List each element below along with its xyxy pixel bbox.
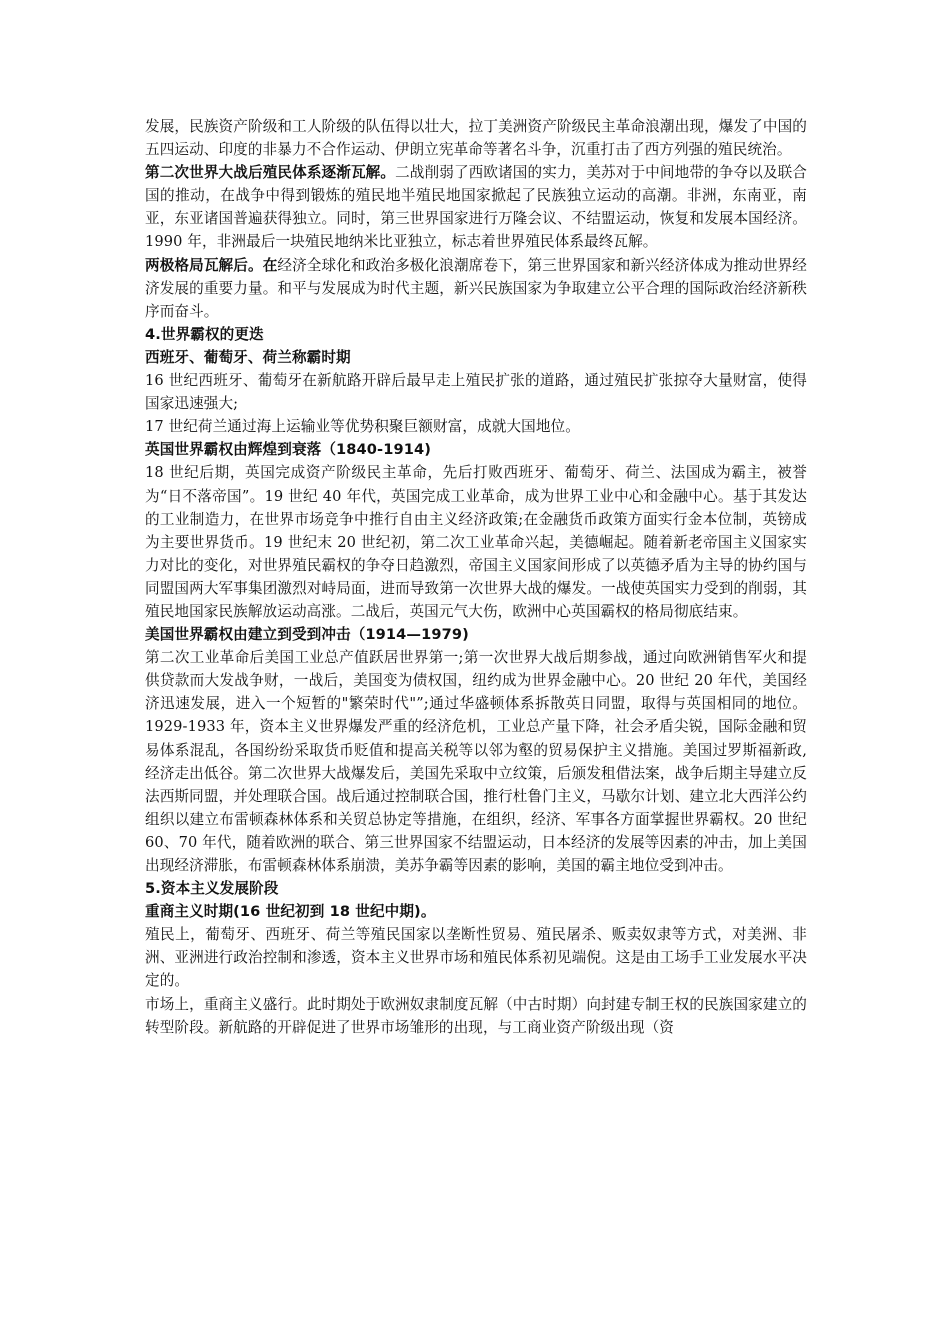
section-heading: 4.世界霸权的更迭 bbox=[145, 325, 264, 343]
document-body bbox=[145, 115, 807, 1039]
paragraph-text: 殖民上，葡萄牙、西班牙、荷兰等殖民国家以垄断性贸易、殖民屠杀、贩卖奴隶等方式，对美洲、非洲、亚洲进行政治控制和渗透，资本主义世界市场和殖民体系初见端倪。这是由工场手工业发展水平决定的。 bbox=[145, 926, 807, 990]
paragraph-lead: 第二次世界大战后殖民体系逐渐瓦解。 bbox=[145, 164, 396, 182]
paragraph bbox=[145, 254, 807, 323]
section-heading: 5.资本主义发展阶段 bbox=[145, 880, 279, 898]
document-page bbox=[145, 115, 807, 1039]
subsection-heading: 西班牙、葡萄牙、荷兰称霸时期 bbox=[145, 348, 351, 366]
subsection-heading: 美国世界霸权由建立到受到冲击（1914—1979) bbox=[145, 626, 469, 644]
paragraph bbox=[145, 369, 807, 415]
paragraph-text: 经济全球化和政治多极化浪潮席卷下，第三世界国家和新兴经济体成为推动世界经济发展的重要力量。和平与发展成为时代主题，新兴民族国家为争取建立公平合理的国际政治经济新秩序而奋斗。 bbox=[145, 256, 807, 320]
paragraph bbox=[145, 161, 807, 253]
paragraph-text: 市场上，重商主义盛行。此时期处于欧洲奴隶制度瓦解（中古时期）向封建专制王权的民族国家建立的转型阶段。新航路的开辟促进了世界市场雏形的出现，与工商业资产阶级出现（资 bbox=[145, 995, 807, 1036]
paragraph-text: 发展，民族资产阶级和工人阶级的队伍得以壮大，拉丁美洲资产阶级民主革命浪潮出现，爆发了中国的五四运动、印度的非暴力不合作运动、伊朗立宪革命等著名斗争，沉重打击了西方列强的殖民统治。 bbox=[145, 118, 807, 159]
subsection-heading: 英国世界霸权由辉煌到衰落（1840-1914) bbox=[145, 441, 431, 459]
subsection-heading: 重商主义时期(16 世纪初到 18 世纪中期)。 bbox=[145, 903, 436, 921]
paragraph-lead: 两极格局瓦解后。在 bbox=[145, 256, 278, 274]
paragraph-text: 18 世纪后期，英国完成资产阶级民主革命，先后打败西班牙、葡萄牙、荷兰、法国成为霸主，被誉为“日不落帝国”。19 世纪 40 年代，英国完成工业革命，成为世界工业中心和金融中心。基于其发达的工业制造力，在世界市场竞争中推行自由主义经济政策;在金融货币政策方面实行金本位制，英镑成为主要世界货币。19 世纪末 20 世纪初，第二次工业革命兴起，美德崛起。随着新老帝国主义国家实力对比的变化，对世界殖民霸权的争夺日趋激烈，帝国主义国家间形成了以英德矛盾为主导的协约国与同盟国两大军事集团激烈对峙局面，进而导致第一次世界大战的爆发。一战使英国实力受到的削弱，其殖民地国家民族解放运动高涨。二战后，英国元气大伤，欧洲中心英国霸权的格局彻底结束。 bbox=[145, 464, 807, 620]
paragraph bbox=[145, 461, 807, 623]
paragraph-text: 16 世纪西班牙、葡萄牙在新航路开辟后最早走上殖民扩张的道路，通过殖民扩张掠夺大量财富，使得国家迅速强大; bbox=[145, 372, 807, 413]
paragraph bbox=[145, 415, 807, 438]
paragraph-text: 二战削弱了西欧诸国的实力，美苏对于中间地带的争夺以及联合国的推动，在战争中得到锻炼的殖民地半殖民地国家掀起了民族独立运动的高潮。非洲，东南亚，南亚，东亚诸国普遍获得独立。同时，第三世界国家进行万隆会议、不结盟运动，恢复和发展本国经济。1990 年，非洲最后一块殖民地纳米比亚独立，标志着世界殖民体系最终瓦解。 bbox=[145, 164, 807, 251]
paragraph bbox=[145, 646, 807, 877]
paragraph-text: 第二次工业革命后美国工业总产值跃居世界第一;第一次世界大战后期参战，通过向欧洲销售军火和提供贷款而大发战争财，一战后，美国变为债权国，纽约成为世界金融中心。20 世纪 20 年代，美国经济迅速发展，进入一个短暂的"繁荣时代"”;通过华盛顿体系拆散英日同盟，取得与英国相同的地位。1929-1933 年，资本主义世界爆发严重的经济危机，工业总产量下降，社会矛盾尖锐，国际金融和贸易体系混乱，各国纷纷采取货币贬值和提高关税等以邻为壑的贸易保护主义措施。美国过罗斯福新政,经济走出低谷。第二次世界大战爆发后，美国先采取中立纹策，后颁发租借法案，战争后期主导建立反法西斯同盟，并处理联合国。战后通过控制联合国，推行杜鲁门主义，马歇尔计划、建立北大西洋公约组织以建立布雷顿森林体系和关贸总协定等措施，在组织，经济、军事各方面掌握世界霸权。20 世纪 60、70 年代，随着欧洲的联合、第三世界国家不结盟运动，日本经济的发展等因素的冲击，加上美国出现经济滞胀，布雷顿森林体系崩溃，美苏争霸等因素的影响，美国的霸主地位受到冲击。 bbox=[145, 649, 807, 874]
paragraph bbox=[145, 115, 807, 161]
paragraph bbox=[145, 923, 807, 992]
paragraph bbox=[145, 993, 807, 1039]
paragraph-text: 17 世纪荷兰通过海上运输业等优势积聚巨额财富，成就大国地位。 bbox=[145, 418, 580, 436]
